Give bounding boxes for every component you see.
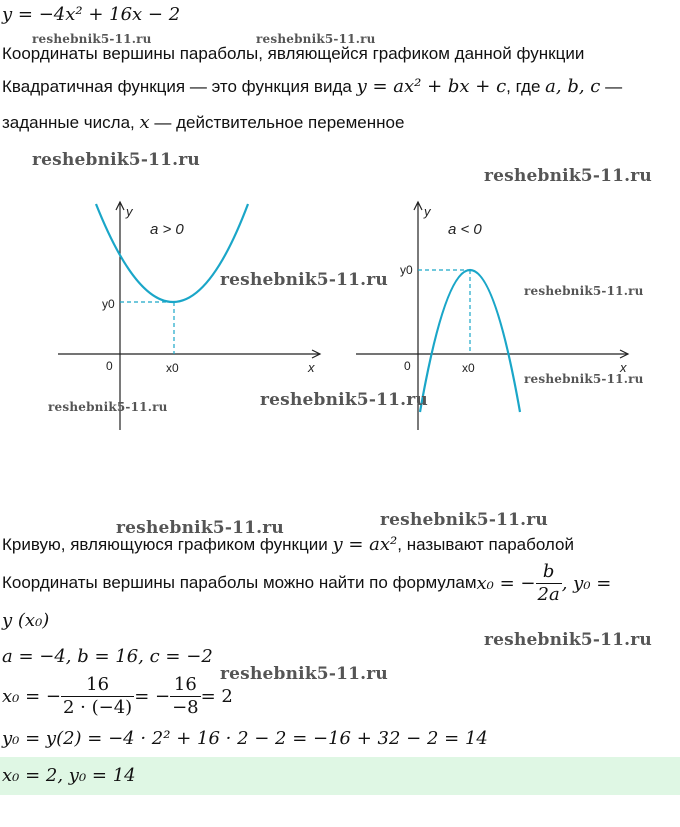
- parabola-definition: [2, 534, 574, 555]
- watermark: reshebnik5-11.ru: [220, 270, 388, 290]
- x0-fraction-1: [61, 674, 134, 719]
- task-text: Координаты вершины параболы, являющейся графиком данной функции: [2, 44, 585, 63]
- parabola-text: , называют параболой: [397, 535, 574, 554]
- definition-text: —: [600, 77, 623, 96]
- definition-text: , где: [506, 77, 546, 96]
- vertex-formula-line: [2, 558, 611, 608]
- watermark: reshebnik5-11.ru: [484, 630, 652, 650]
- vertex-fraction-numerator: b: [536, 561, 562, 584]
- vertex-fraction: [536, 561, 562, 606]
- watermark: reshebnik5-11.ru: [524, 284, 644, 298]
- y0-label-right: y0: [400, 263, 413, 277]
- x0-fraction-2-denominator: −8: [172, 696, 199, 718]
- parabola-graphs: [0, 190, 680, 490]
- watermark: reshebnik5-11.ru: [256, 32, 376, 46]
- x0-fraction-1-numerator: 16: [61, 674, 134, 697]
- y-axis-label-left: y: [126, 204, 133, 219]
- watermark: reshebnik5-11.ru: [524, 372, 644, 386]
- x0-result: = 2: [200, 685, 233, 707]
- watermark: reshebnik5-11.ru: [380, 510, 548, 530]
- vertex-y0-rhs: y (x₀): [2, 610, 50, 631]
- vertex-x0-lhs: x₀ = −: [476, 572, 536, 594]
- condition-a-negative: a < 0: [448, 221, 482, 238]
- y0-calculation: y₀ = y(2) = −4 · 2² + 16 · 2 − 2 = −16 + 32 − 2 = 14: [2, 728, 488, 749]
- definition-text: заданные числа,: [2, 113, 140, 132]
- answer-text: x₀ = 2, y₀ = 14: [2, 765, 136, 786]
- watermark: reshebnik5-11.ru: [220, 664, 388, 684]
- vertex-y0-lhs: , y₀ =: [561, 572, 612, 594]
- x0-equals: = −: [134, 685, 171, 707]
- watermark: reshebnik5-11.ru: [48, 400, 168, 414]
- x-axis-label-left: x: [308, 360, 315, 375]
- x0-fraction-1-denominator: 2 · (−4): [62, 696, 133, 718]
- function-formula: y = −4x² + 16x − 2: [2, 4, 181, 25]
- answer-box: [0, 757, 680, 795]
- coefficient-list: a, b, c: [545, 76, 601, 97]
- definition-line-1: [2, 76, 622, 97]
- definition-text: Квадратичная функция — это функция вида: [2, 77, 357, 96]
- definition-text: — действительное переменное: [149, 113, 405, 132]
- watermark: reshebnik5-11.ru: [32, 150, 200, 170]
- variable-x: x: [139, 112, 150, 133]
- parabola-formula: y = ax²: [332, 534, 398, 555]
- y0-label-left: y0: [102, 297, 115, 311]
- watermark: reshebnik5-11.ru: [32, 32, 152, 46]
- origin-label-left: 0: [106, 359, 113, 373]
- watermark: reshebnik5-11.ru: [484, 166, 652, 186]
- definition-line-2: [2, 112, 404, 133]
- parabola-text: Кривую, являющуюся графиком функции: [2, 535, 333, 554]
- x0-label-left: x0: [166, 361, 179, 375]
- watermark: reshebnik5-11.ru: [116, 518, 284, 538]
- coefficients: a = −4, b = 16, c = −2: [2, 646, 213, 667]
- x0-fraction-2: [170, 674, 201, 719]
- x-axis-label-right: x: [620, 360, 627, 375]
- x0-lhs: x₀ = −: [2, 685, 61, 707]
- vertex-text: Координаты вершины параболы можно найти по формулам: [2, 573, 477, 592]
- origin-label-right: 0: [404, 359, 411, 373]
- x0-fraction-2-numerator: 16: [170, 674, 201, 697]
- x0-calculation: [2, 670, 233, 722]
- y-axis-label-right: y: [424, 204, 431, 219]
- watermark: reshebnik5-11.ru: [260, 390, 428, 410]
- condition-a-positive: a > 0: [150, 221, 184, 238]
- x0-label-right: x0: [462, 361, 475, 375]
- quadratic-formula: y = ax² + bx + c: [356, 76, 507, 97]
- vertex-fraction-denominator: 2a: [537, 583, 560, 605]
